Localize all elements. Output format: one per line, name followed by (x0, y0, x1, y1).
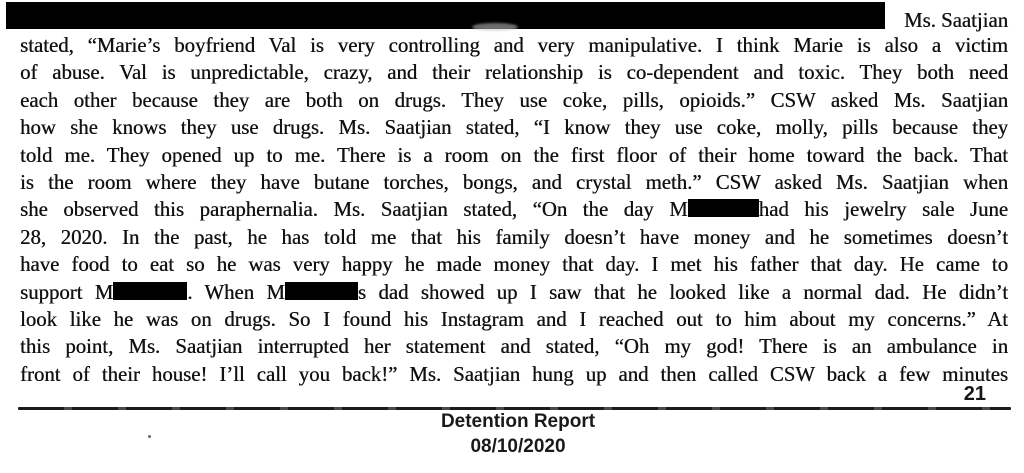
body-line-segment: had his jewelry sale June (758, 198, 1008, 222)
redaction-bar (6, 2, 885, 29)
body-line: have food to eat so he was very happy he made money that day. I met his father that day. He came to (20, 253, 1008, 277)
report-body (20, 2, 1008, 388)
redaction-box (285, 282, 358, 300)
body-line: 28, 2020. In the past, he has told me that his family doesn’t have money and he sometimes doesn’t (20, 225, 1008, 249)
scan-artifact-dot (148, 435, 151, 438)
body-line-segment: support M (20, 280, 114, 304)
footer-divider-line (18, 407, 1011, 410)
body-line: is the room where they have butane torches, bongs, and crystal meth.” CSW asked Ms. Saatjian when (20, 170, 1008, 194)
body-line: how she knows they use drugs. Ms. Saatjian stated, “I know they use coke, molly, pills because they (20, 116, 1008, 140)
body-line (20, 279, 1008, 306)
body-line: of abuse. Val is unpredictable, crazy, and their relationship is co-dependent and toxic. They both need (20, 61, 1008, 85)
body-line: stated, “Marie’s boyfriend Val is very controlling and very manipulative. I think Marie is also a victim (20, 34, 1008, 57)
body-line: told me. They opened up to me. There is a room on the first floor of their home toward the back. That (20, 143, 1008, 167)
body-line: look like he was on drugs. So I found his Instagram and I reached out to him about my concerns.” At (20, 307, 1008, 331)
scan-artifact-smudge (472, 23, 518, 31)
body-line-segment: s dad showed up I saw that he looked like a normal dad. He didn’t (357, 280, 1008, 304)
body-line-text: Ms. Saatjian (904, 9, 1008, 33)
redaction-box (113, 282, 187, 300)
footer-report-title: Detention Report (440, 411, 596, 432)
page-number: 21 (963, 383, 986, 405)
body-line-segment: . When M (187, 280, 285, 304)
footer-report-date: 08/10/2020 (470, 436, 566, 457)
body-line: this point, Ms. Saatjian interrupted her statement and stated, “Oh my god! There is an ambulance in (20, 335, 1008, 359)
body-line: each other because they are both on drugs. They use coke, pills, opioids.” CSW asked Ms. Saatjian (20, 88, 1008, 112)
body-line: front of their house! I’ll call you back!” Ms. Saatjian hung up and then called CSW back a few minutes (20, 362, 1008, 386)
body-line-segment: she observed this paraphernalia. Ms. Saatjian stated, “On the day M (20, 198, 688, 222)
redaction-box (688, 199, 759, 217)
body-line (20, 196, 1008, 223)
